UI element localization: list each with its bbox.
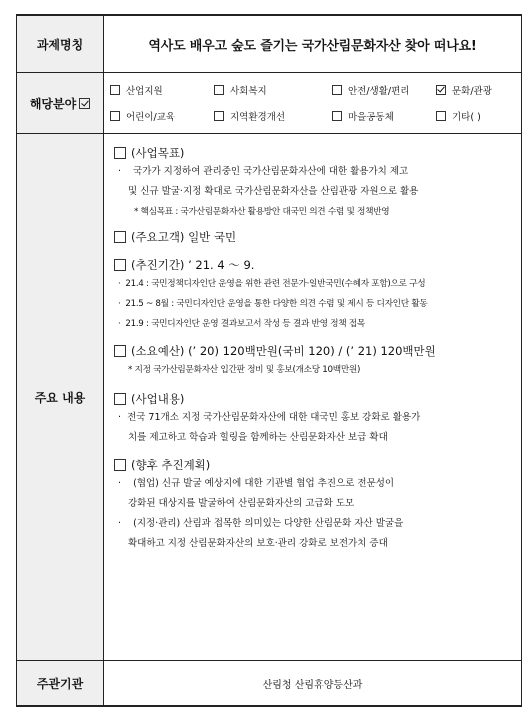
- period-item: · 21.4 : 국민정책디자인단 운영을 위한 관련 전문가·일반국민(수혜자 포함)으로 구성: [118, 279, 426, 289]
- future-item1-line1: (협업) 신규 발굴 예상지에 대한 기관별 협업 추진으로 전문성이: [133, 478, 395, 489]
- field-option-label: 문화/관광: [452, 86, 492, 97]
- checkbox-icon: [114, 459, 126, 471]
- section-heading: (추진기간) ’ 21. 4 ～ 9.: [131, 258, 255, 272]
- future-item2-line1: (지정·관리) 산림과 접목한 의미있는 다양한 산림문화 자산 발굴을: [133, 518, 404, 529]
- fields-cell: [104, 73, 522, 134]
- period-item-text: 21.4 : 국민정책디자인단 운영을 위한 관련 전문가·일반국민(수혜자 포함)으로 구성: [125, 279, 426, 289]
- section-budget: [114, 342, 513, 380]
- bullet-icon: ·: [118, 166, 122, 177]
- section-heading: (소요예산) (’ 20) 120백만원(국비 120) / (’ 21) 120백만원: [131, 344, 436, 358]
- section-target: [114, 228, 513, 246]
- checkbox-icon: [110, 85, 120, 95]
- content-cell: [104, 134, 522, 661]
- field-option-label: 사회복지: [230, 86, 267, 97]
- checkbox-icon: [332, 85, 342, 95]
- field-option-label: 기타( ): [452, 112, 481, 123]
- checked-box-icon: [79, 98, 90, 109]
- business-line-2: 치를 제고하고 학습과 힐링을 함께하는 산림문화자산 보급 확대: [128, 432, 388, 443]
- body-text: [114, 162, 513, 182]
- field-option: [110, 109, 214, 123]
- section-heading: (주요고객) 일반 국민: [131, 230, 237, 244]
- budget-note: * 지정 국가산림문화자산 입간판 정비 및 홍보(개소당 10백만원): [128, 365, 361, 375]
- organization-name: 산림청 산림휴양등산과: [104, 661, 522, 707]
- goal-line-2: 및 신규 발굴·지정 확대로 국가산림문화자산을 산림관광 자원으로 활용: [128, 186, 419, 197]
- fields-header-label: 해당분야: [29, 96, 77, 111]
- checkbox-icon: [114, 345, 126, 357]
- future-item2-line2: 확대하고 지정 산림문화자산의 보호·관리 강화로 보전가치 증대: [128, 538, 388, 549]
- field-option: [332, 83, 436, 97]
- field-option: [436, 83, 522, 97]
- field-option: [436, 109, 522, 123]
- section-heading: (사업내용): [131, 392, 185, 406]
- goal-note: * 핵심목표 : 국가산림문화자산 활용방안 대국민 의견 수렴 및 정책반영: [134, 207, 390, 217]
- checkbox-icon: [114, 393, 126, 405]
- section-period: [114, 256, 513, 334]
- period-item-text: 21.5 ~ 8월 : 국민디자인단 운영을 통한 다양한 의견 수렴 및 제시 등 디자인단 활동: [125, 299, 428, 309]
- body-text: · (협업) 신규 발굴 예상지에 대한 기관별 협업 추진으로 전문성이: [118, 478, 395, 489]
- section-business: [114, 390, 513, 448]
- org-header: 주관기관: [17, 661, 104, 707]
- body-text: · 전국 71개소 지정 국가산림문화자산에 대한 대국민 홍보 강화로 활용가: [118, 412, 421, 423]
- checkbox-icon: [114, 231, 126, 243]
- period-item: · 21.5 ~ 8월 : 국민디자인단 운영을 통한 다양한 의견 수렴 및 제시 등 디자인단 활동: [118, 299, 428, 309]
- checkbox-icon: [332, 111, 342, 121]
- fields-grid: [110, 83, 515, 123]
- section-heading: (사업목표): [131, 146, 185, 160]
- field-option: [110, 83, 214, 97]
- title-header: 과제명칭: [17, 15, 104, 73]
- task-title: 역사도 배우고 숲도 즐기는 국가산림문화자산 찾아 떠나요!: [104, 15, 522, 73]
- checkbox-icon: [214, 85, 224, 95]
- period-item-text: 21.9 : 국민디자인단 운영 결과보고서 작성 등 결과 반영 정책 접목: [125, 319, 365, 329]
- section-future: [114, 456, 513, 554]
- checkbox-icon: [110, 111, 120, 121]
- checkbox-icon: [214, 111, 224, 121]
- checkbox-icon: [114, 259, 126, 271]
- field-option-label: 지역환경개선: [230, 112, 286, 123]
- field-option: [332, 109, 436, 123]
- checkbox-icon: [436, 111, 446, 121]
- field-option: [214, 109, 332, 123]
- business-line-1: 전국 71개소 지정 국가산림문화자산에 대한 대국민 홍보 강화로 활용가: [127, 412, 421, 423]
- section-heading: (향후 추진계획): [131, 458, 211, 472]
- proposal-table: [16, 14, 522, 707]
- field-option-label: 마을공동체: [348, 112, 394, 123]
- section-goal: [114, 144, 513, 222]
- field-option-label: 안전/생활/편리: [348, 86, 410, 97]
- field-option: [214, 83, 332, 97]
- future-item1-line2: 강화된 대상지를 발굴하여 산림문화자산의 고급화 도모: [128, 498, 355, 509]
- content-header: 주요 내용: [17, 134, 104, 661]
- field-option-label: 산업지원: [126, 86, 163, 97]
- checked-box-icon: [436, 85, 446, 95]
- period-item: · 21.9 : 국민디자인단 운영 결과보고서 작성 등 결과 반영 정책 접목: [118, 319, 365, 329]
- fields-header: [17, 73, 104, 134]
- goal-line-1: 국가가 지정하여 관리중인 국가산림문화자산에 대한 활용가치 제고: [133, 166, 409, 177]
- body-text: · (지정·관리) 산림과 접목한 의미있는 다양한 산림문화 자산 발굴을: [118, 518, 404, 529]
- field-option-label: 어린이/교육: [126, 112, 176, 123]
- checkbox-icon: [114, 147, 126, 159]
